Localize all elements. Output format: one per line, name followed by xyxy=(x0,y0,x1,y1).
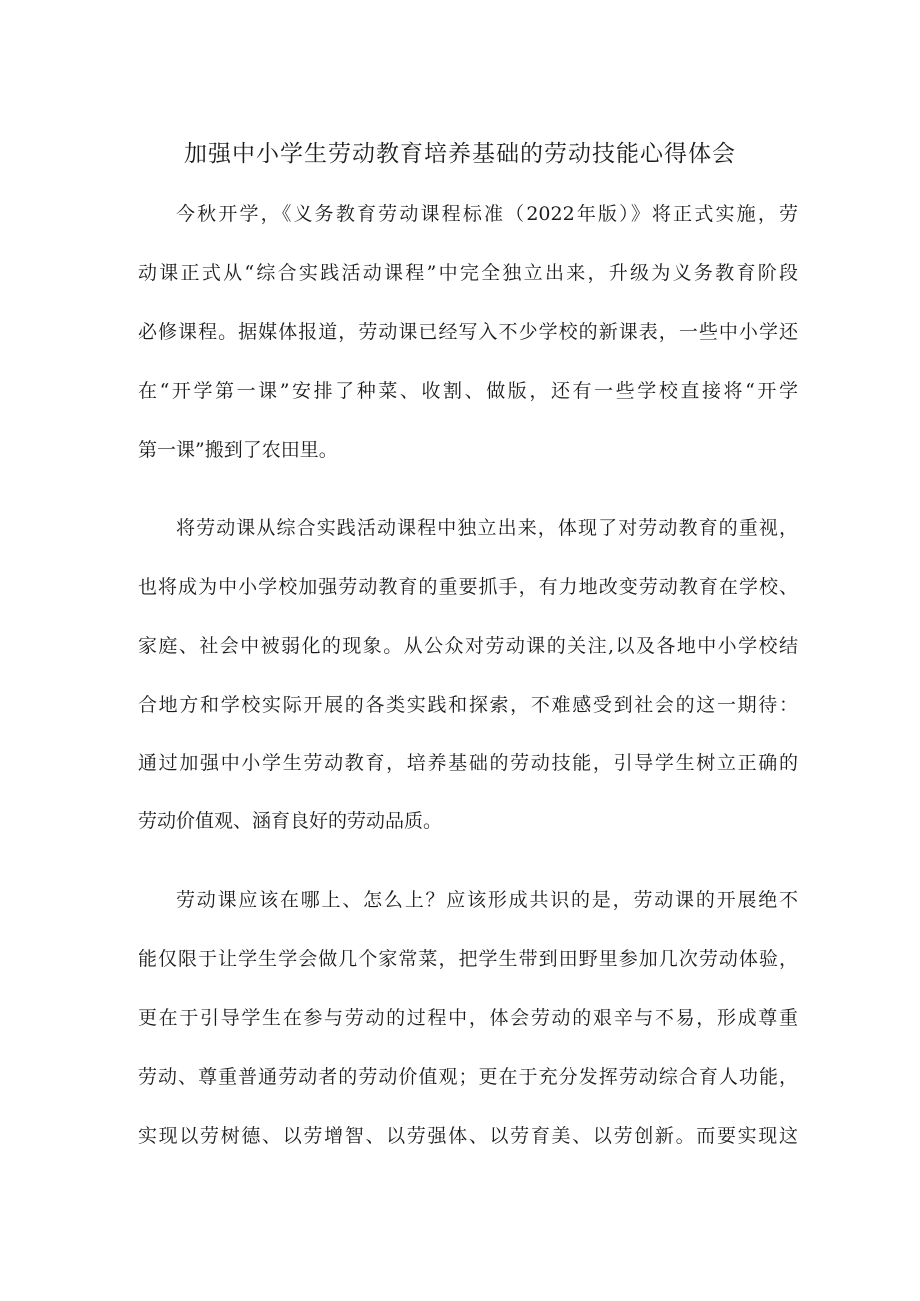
paragraph-1-line-1: 今秋开学，《义务教育劳动课程标准（2022年版）》将正式实施，劳 xyxy=(176,203,798,225)
paragraph-2-line-4: 合地方和学校实际开展的各类实践和探索，不难感受到社会的这一期待： xyxy=(138,694,798,716)
paragraph-1-line-2: 动课正式从“综合实践活动课程”中完全独立出来，升级为义务教育阶段 xyxy=(138,262,798,284)
paragraph-2-line-6: 劳动价值观、涵育良好的劳动品质。 xyxy=(138,810,443,832)
document-title: 加强中小学生劳动教育培养基础的劳动技能心得体会 xyxy=(184,141,736,167)
paragraph-3-line-4: 劳动、尊重普通劳动者的劳动价值观；更在于充分发挥劳动综合育人功能， xyxy=(138,1066,798,1088)
paragraph-2-line-2: 也将成为中小学校加强劳动教育的重要抓手，有力地改变劳动教育在学校、 xyxy=(138,576,798,598)
paragraph-2-line-3: 家庭、社会中被弱化的现象。从公众对劳动课的关注,以及各地中小学校结 xyxy=(138,635,798,657)
paragraph-1-line-5: 第一课”搬到了农田里。 xyxy=(138,439,338,461)
paragraph-1-line-3: 必修课程。据媒体报道，劳动课已经写入不少学校的新课表，一些中小学还 xyxy=(138,321,798,343)
paragraph-2-line-1: 将劳动课从综合实践活动课程中独立出来，体现了对劳动教育的重视， xyxy=(176,517,798,539)
paragraph-2-line-5: 通过加强中小学生劳动教育，培养基础的劳动技能，引导学生树立正确的 xyxy=(138,752,798,774)
paragraph-3-line-1: 劳动课应该在哪上、怎么上？应该形成共识的是，劳动课的开展绝不 xyxy=(176,889,798,911)
paragraph-3-line-3: 更在于引导学生在参与劳动的过程中，体会劳动的艰辛与不易，形成尊重 xyxy=(138,1007,798,1029)
paragraph-3-line-2: 能仅限于让学生学会做几个家常菜，把学生带到田野里参加几次劳动体验， xyxy=(138,948,798,970)
paragraph-1-line-4: 在“开学第一课”安排了种菜、收割、做版，还有一些学校直接将“开学 xyxy=(138,380,798,402)
paragraph-3-line-5: 实现以劳树德、以劳增智、以劳强体、以劳育美、以劳创新。而要实现这 xyxy=(138,1125,798,1147)
